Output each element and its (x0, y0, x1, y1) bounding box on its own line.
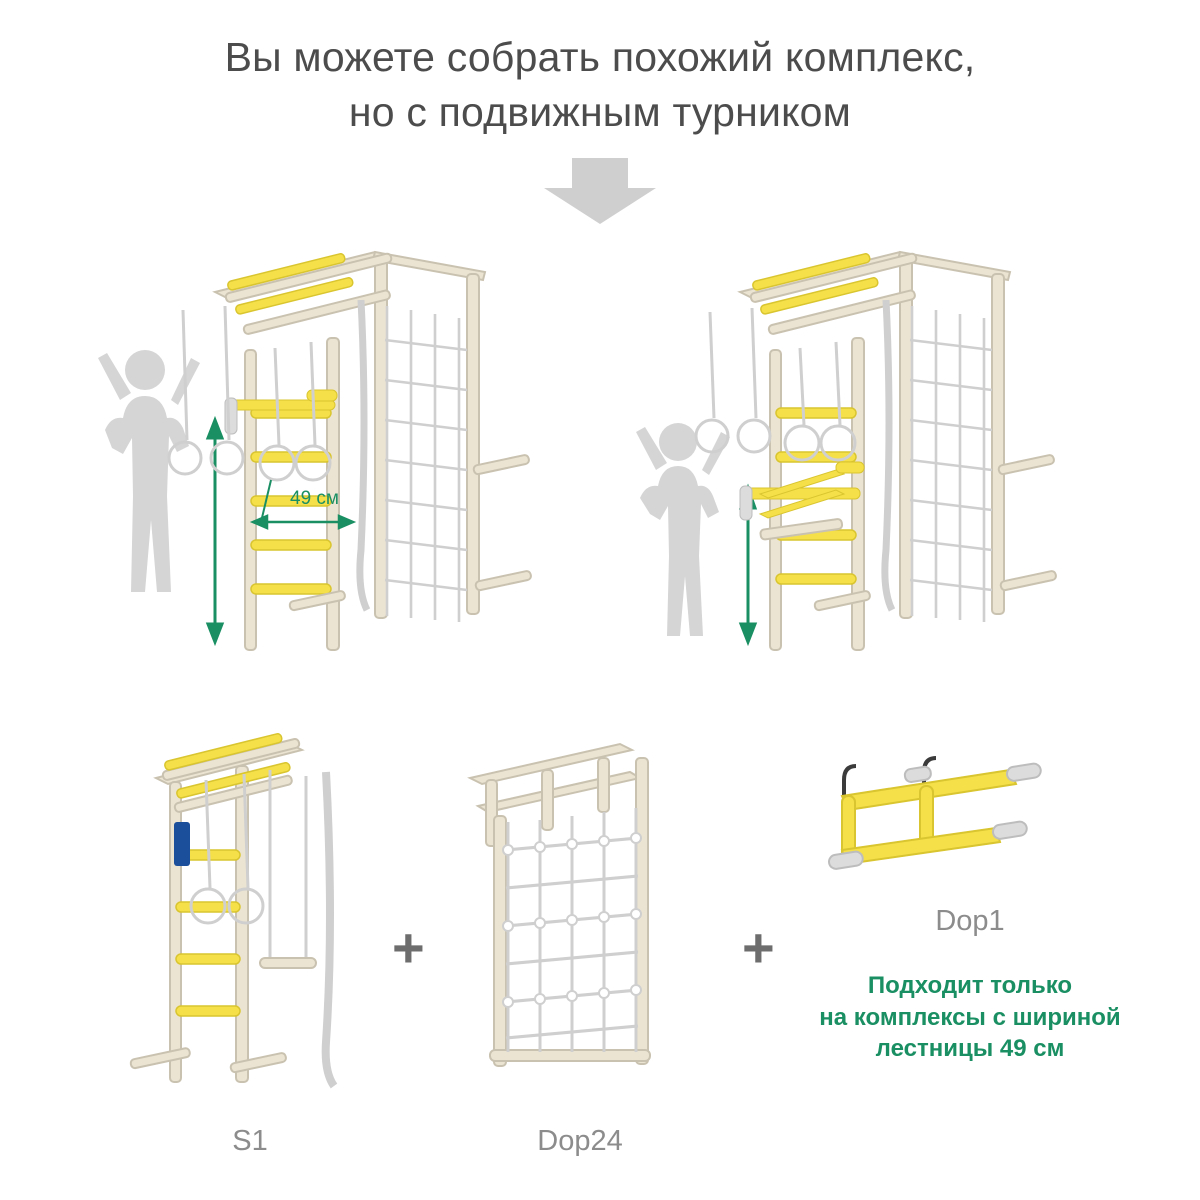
child-silhouette (636, 423, 730, 636)
product-s1[interactable] (120, 730, 380, 1120)
movable-pullup-bar (740, 462, 864, 520)
down-arrow-icon (540, 158, 660, 224)
page-title-line-2: но с подвижным турником (348, 89, 852, 136)
scene-left (75, 230, 575, 690)
height-arrow (208, 420, 222, 642)
product-dop1[interactable] (820, 750, 1120, 910)
brand-plate (174, 822, 190, 866)
compatibility-note-line-1: Подходит только (867, 972, 1073, 999)
product-dop24[interactable] (450, 730, 710, 1120)
product-label-s1: S1 (232, 1125, 268, 1157)
climbing-net (385, 306, 467, 622)
scene-right (600, 230, 1100, 690)
product-label-dop1: Dop1 (935, 905, 1005, 937)
compatibility-note-line-2: на комплексы с шириной (819, 1003, 1121, 1031)
plus-operator-1: + (392, 916, 425, 979)
page-title-line-1: Вы можете собрать похожий комплекс, (224, 34, 976, 80)
compatibility-note-line-3: лестницы 49 см (875, 1035, 1065, 1063)
climbing-net (910, 306, 992, 622)
page-title (0, 30, 1200, 141)
product-composition-row (0, 720, 1200, 1180)
plus-operator-2: + (742, 916, 775, 979)
product-label-dop24: Dop24 (537, 1125, 623, 1157)
dimension-label: 49 см (290, 488, 339, 509)
compatibility-note (790, 970, 1150, 1065)
